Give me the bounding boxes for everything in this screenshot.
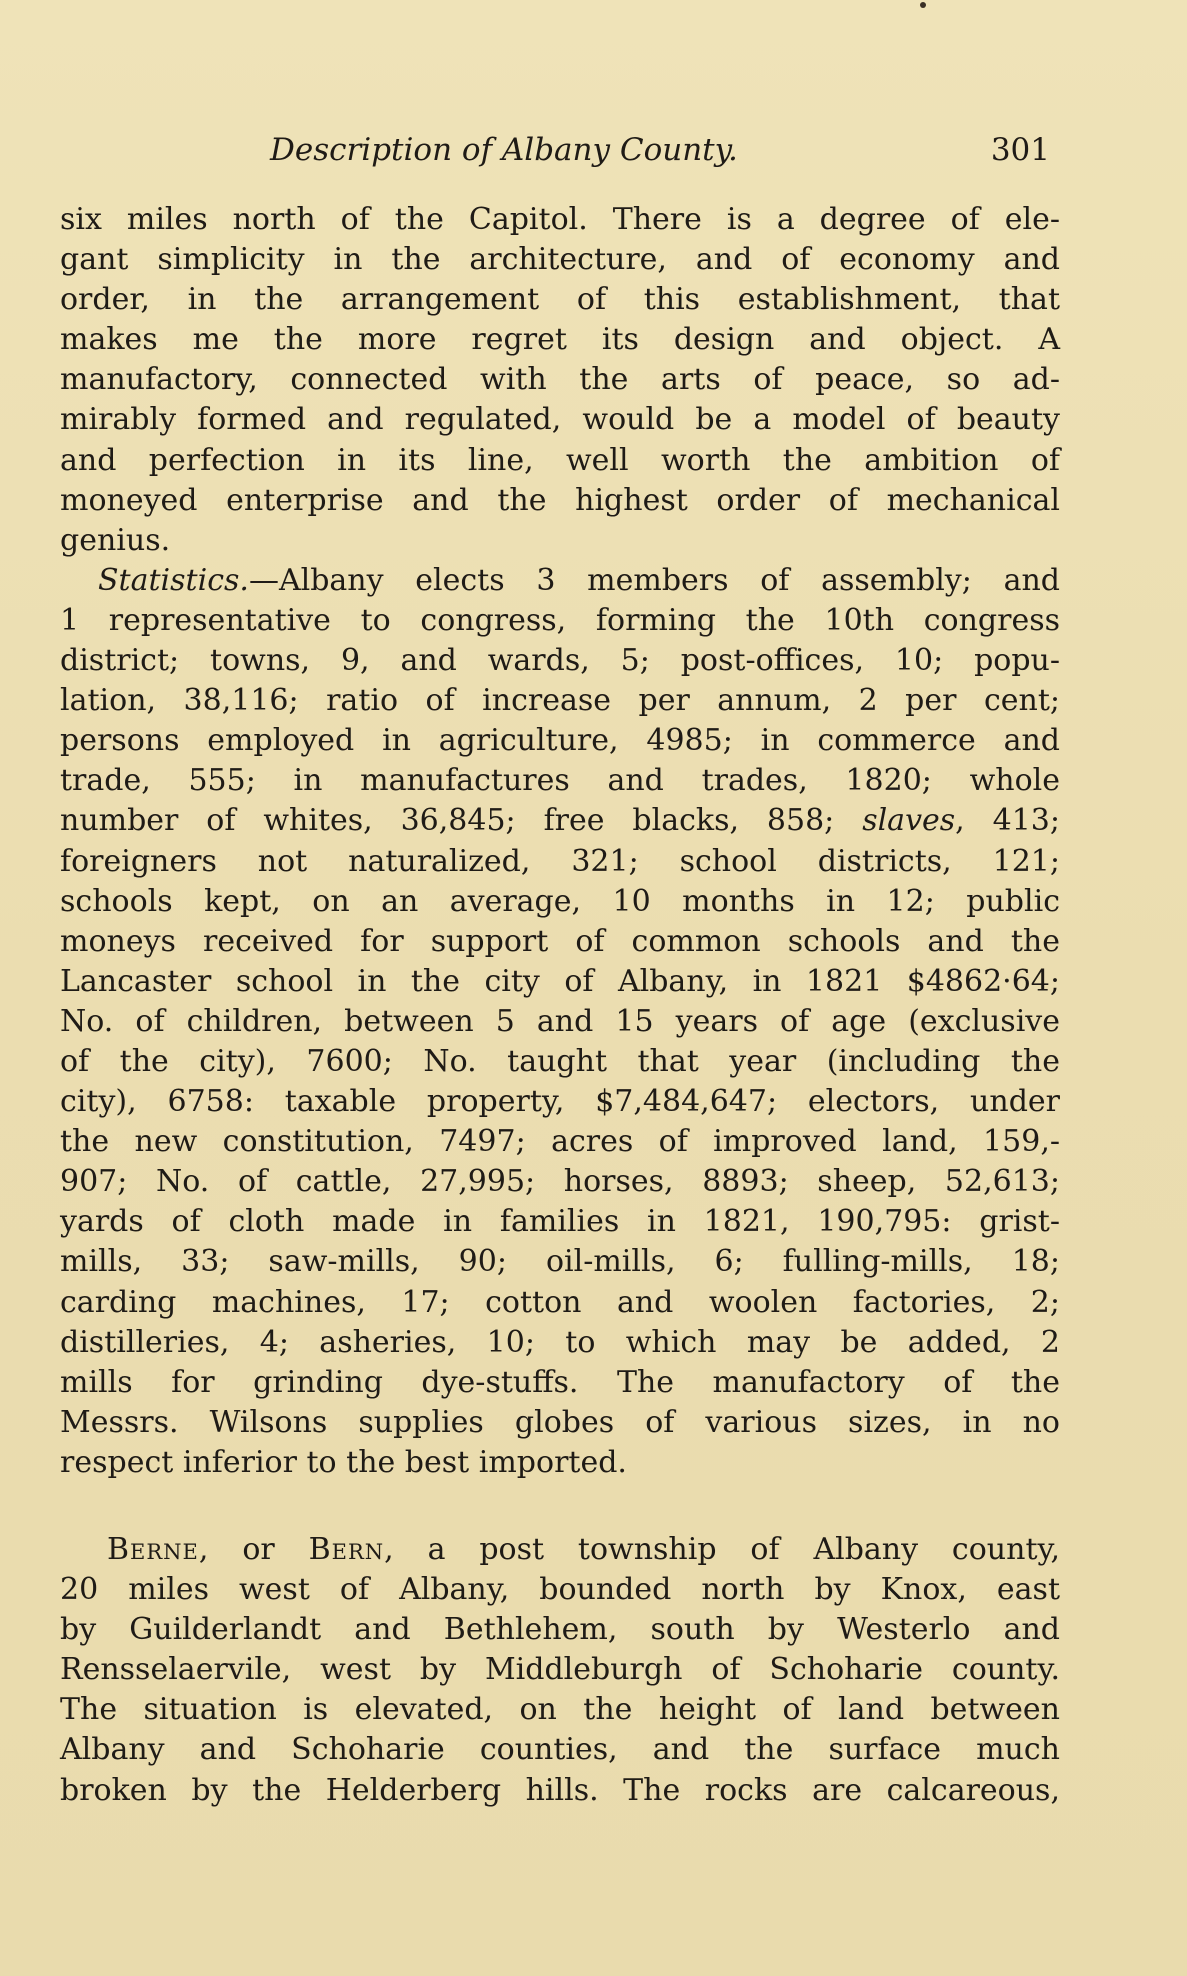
text-line: persons employed in agriculture, 4985; in commerce and (60, 723, 1060, 759)
text-line: city), 6758: taxable property, $7,484,647; electors, under (60, 1084, 1060, 1120)
ink-speck (920, 2, 926, 8)
text-line: six miles north of the Capitol. There is a degree of ele- (60, 202, 1060, 237)
text-line: district; towns, 9, and wards, 5; post-offices, 10; popu- (60, 643, 1060, 679)
text-line (60, 801, 1060, 841)
entry-heading-berne: Berne (107, 1532, 199, 1567)
text-span: , or (198, 1532, 309, 1567)
text-line: distilleries, 4; asheries, 10; to which may be added, 2 (60, 1324, 1060, 1360)
text-line: mirably formed and regulated, would be a model of beauty (60, 402, 1060, 438)
text-line: of the city), 7600; No. taught that year (including the (60, 1043, 1060, 1079)
section-heading-statistics: Statistics. (98, 562, 249, 598)
text-line: The situation is elevated, on the height of land between (60, 1692, 1060, 1728)
text-line: 1 representative to congress, forming the 10th congress (60, 602, 1060, 638)
text-line: Rensselaervile, west by Middleburgh of Schoharie county. (60, 1652, 1060, 1688)
text-line: mills for grinding dye-stuffs. The manufactory of the (60, 1364, 1060, 1400)
text-line (60, 561, 1060, 601)
text-line: carding machines, 17; cotton and woolen factories, 2; (60, 1284, 1060, 1320)
text-line: makes me the more regret its design and object. A (60, 322, 1060, 358)
text-line: foreigners not naturalized, 321; school districts, 121; (60, 843, 1060, 879)
italic-term-slaves: slaves (862, 803, 956, 839)
text-line: by Guilderlandt and Bethlehem, south by Westerlo and (60, 1612, 1060, 1648)
text-line: Albany and Schoharie counties, and the surface much (60, 1732, 1060, 1768)
page-number: 301 (990, 132, 1050, 168)
text-line: Lancaster school in the city of Albany, in 1821 $4862·64; (60, 963, 1060, 999)
text-line: genius. (60, 522, 171, 558)
text-line: and perfection in its line, well worth the ambition of (60, 442, 1060, 478)
text-span: number of whites, 36,845; free blacks, 858; (60, 803, 835, 839)
body-text (60, 200, 1060, 1483)
text-line: moneys received for support of common schools and the (60, 923, 1060, 959)
text-line: 907; No. of cattle, 27,995; horses, 8893; sheep, 52,613; (60, 1164, 1060, 1200)
body-text-berne (60, 1530, 1060, 1811)
text-span: , a post township of Albany county, (384, 1532, 1060, 1567)
text-line: broken by the Helderberg hills. The rocks are calcareous, (60, 1772, 1060, 1808)
text-line: mills, 33; saw-mills, 90; oil-mills, 6; fulling-mills, 18; (60, 1244, 1060, 1280)
text-line: order, in the arrangement of this establishment, that (60, 282, 1060, 318)
header-title: Description of Albany County. (270, 132, 738, 168)
text-line: schools kept, on an average, 10 months in 12; public (60, 883, 1060, 919)
entry-heading-bern: Bern (308, 1532, 385, 1567)
text-line: No. of children, between 5 and 15 years of age (exclusive (60, 1003, 1060, 1039)
text-line: respect inferior to the best imported. (60, 1444, 627, 1480)
text-line: gant simplicity in the architecture, and of economy and (60, 242, 1060, 278)
text-line: 20 miles west of Albany, bounded north by Knox, east (60, 1572, 1060, 1608)
text-span: , 413; (955, 803, 1060, 839)
text-line: trade, 555; in manufactures and trades, 1820; whole (60, 763, 1060, 799)
running-header (270, 125, 1060, 175)
text-span: —Albany elects 3 members of assembly; and (248, 562, 1060, 598)
text-line: yards of cloth made in families in 1821, 190,795: grist- (60, 1204, 1060, 1240)
text-line: moneyed enterprise and the highest order of mechanical (60, 482, 1060, 518)
text-line (60, 1530, 1060, 1570)
text-line: the new constitution, 7497; acres of improved land, 159,- (60, 1124, 1060, 1160)
text-line: lation, 38,116; ratio of increase per annum, 2 per cent; (60, 683, 1060, 719)
text-line: manufactory, connected with the arts of peace, so ad- (60, 362, 1060, 398)
text-line: Messrs. Wilsons supplies globes of various sizes, in no (60, 1404, 1060, 1440)
